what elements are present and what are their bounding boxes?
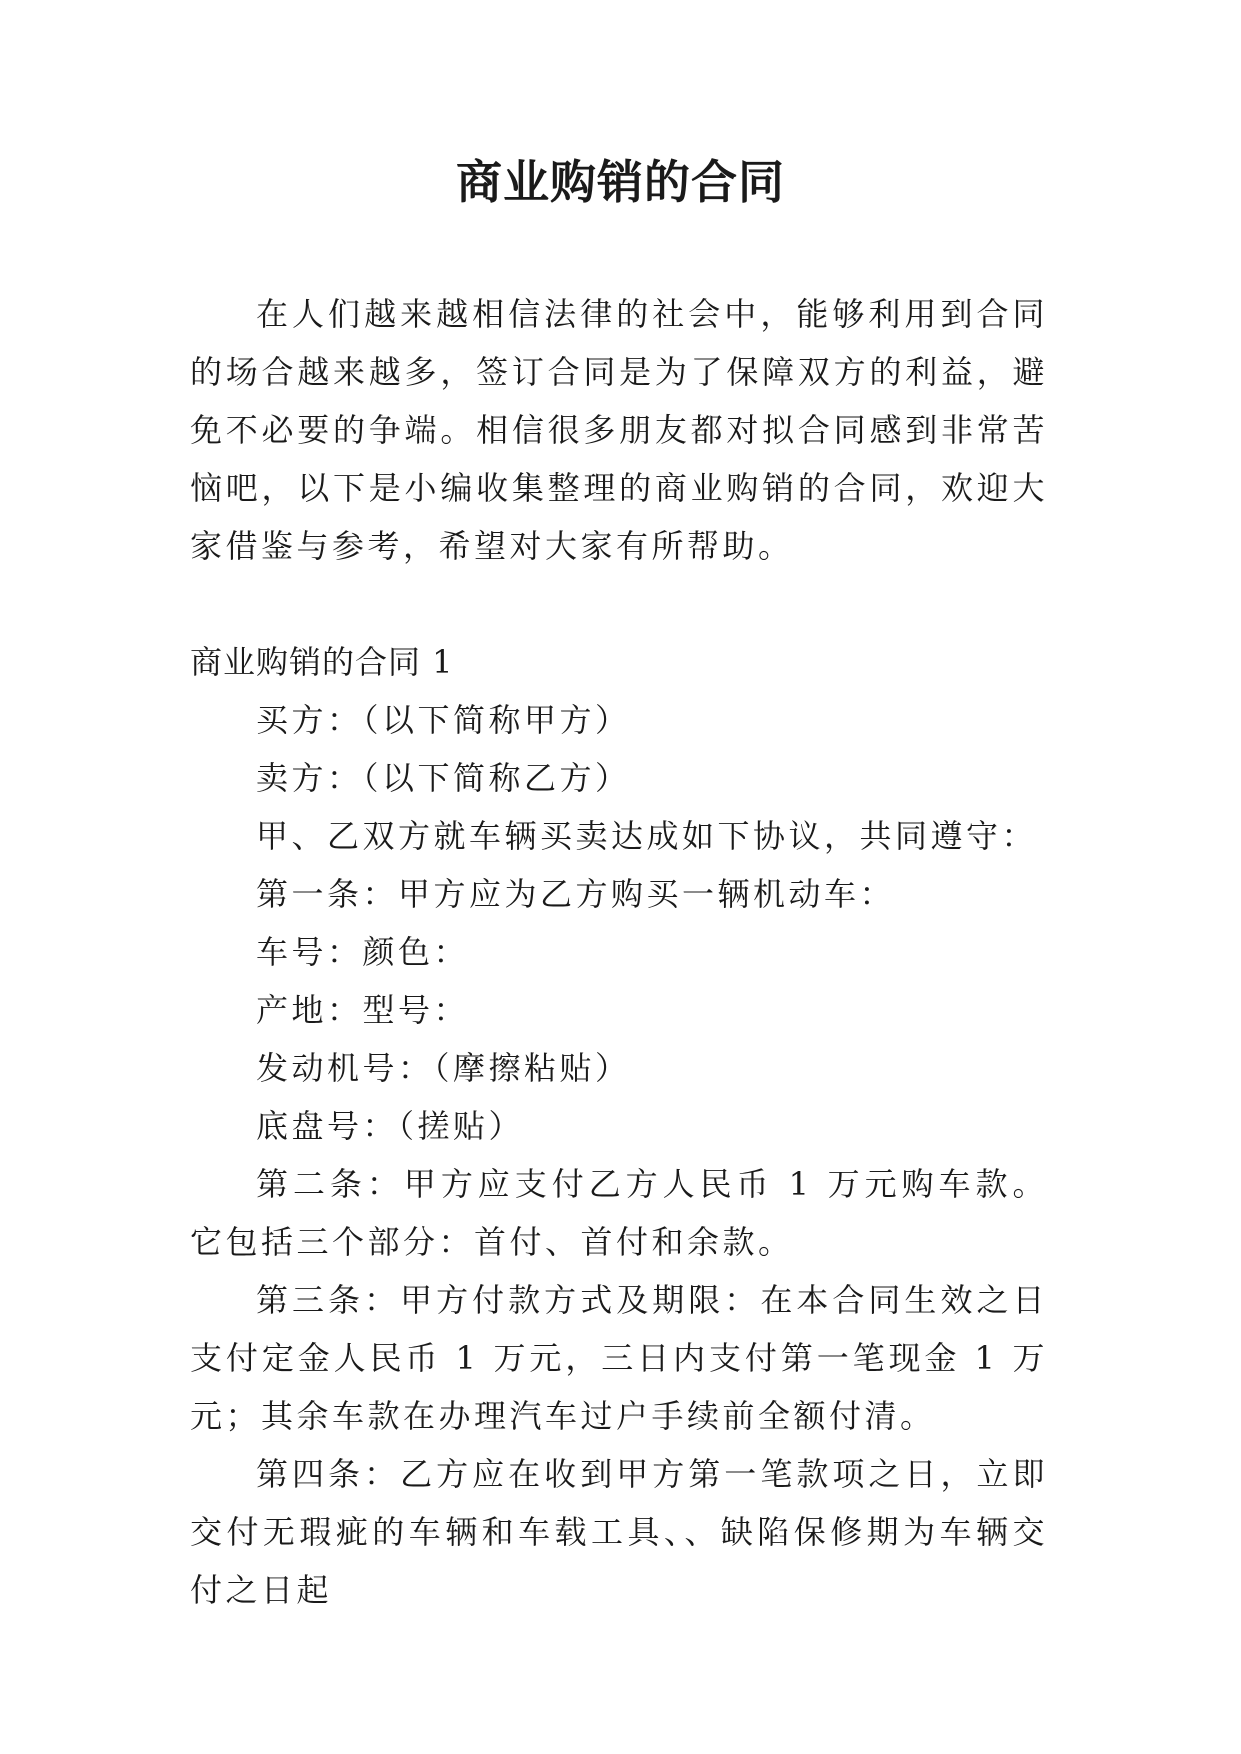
plate-color-line: 车号：颜色： bbox=[256, 933, 470, 971]
document-body bbox=[190, 285, 1048, 1619]
chassis-number-line: 底盘号：（搓贴） bbox=[256, 1107, 525, 1145]
section-heading: 商业购销的合同 1 bbox=[190, 643, 454, 681]
article-1: 第一条：甲方应为乙方购买一辆机动车： bbox=[256, 875, 896, 913]
article-4: 第四条：乙方应在收到甲方第一笔款项之日，立即交付无瑕疵的车辆和车载工具、、缺陷保修期为车辆交付之日起 bbox=[190, 1455, 1048, 1609]
intro-paragraph: 在人们越来越相信法律的社会中，能够利用到合同的场合越来越多，签订合同是为了保障双方的利益，避免不必要的争端。相信很多朋友都对拟合同感到非常苦恼吧，以下是小编收集整理的商业购销的合同，欢迎大家借鉴与参考，希望对大家有所帮助。 bbox=[190, 295, 1048, 565]
article-3: 第三条：甲方付款方式及期限：在本合同生效之日支付定金人民币 1 万元，三日内支付第一笔现金 1 万元；其余车款在办理汽车过户手续前全额付清。 bbox=[190, 1281, 1048, 1435]
origin-model-line: 产地：型号： bbox=[256, 991, 470, 1029]
buyer-line: 买方：（以下简称甲方） bbox=[256, 701, 631, 739]
article-2: 第二条：甲方应支付乙方人民币 1 万元购车款。它包括三个部分：首付、首付和余款。 bbox=[190, 1165, 1048, 1261]
seller-line: 卖方：（以下简称乙方） bbox=[256, 759, 631, 797]
engine-number-line: 发动机号：（摩擦粘贴） bbox=[256, 1049, 631, 1087]
document-title: 商业购销的合同 bbox=[456, 155, 785, 209]
agreement-line: 甲、乙双方就车辆买卖达成如下协议，共同遵守： bbox=[256, 817, 1038, 855]
